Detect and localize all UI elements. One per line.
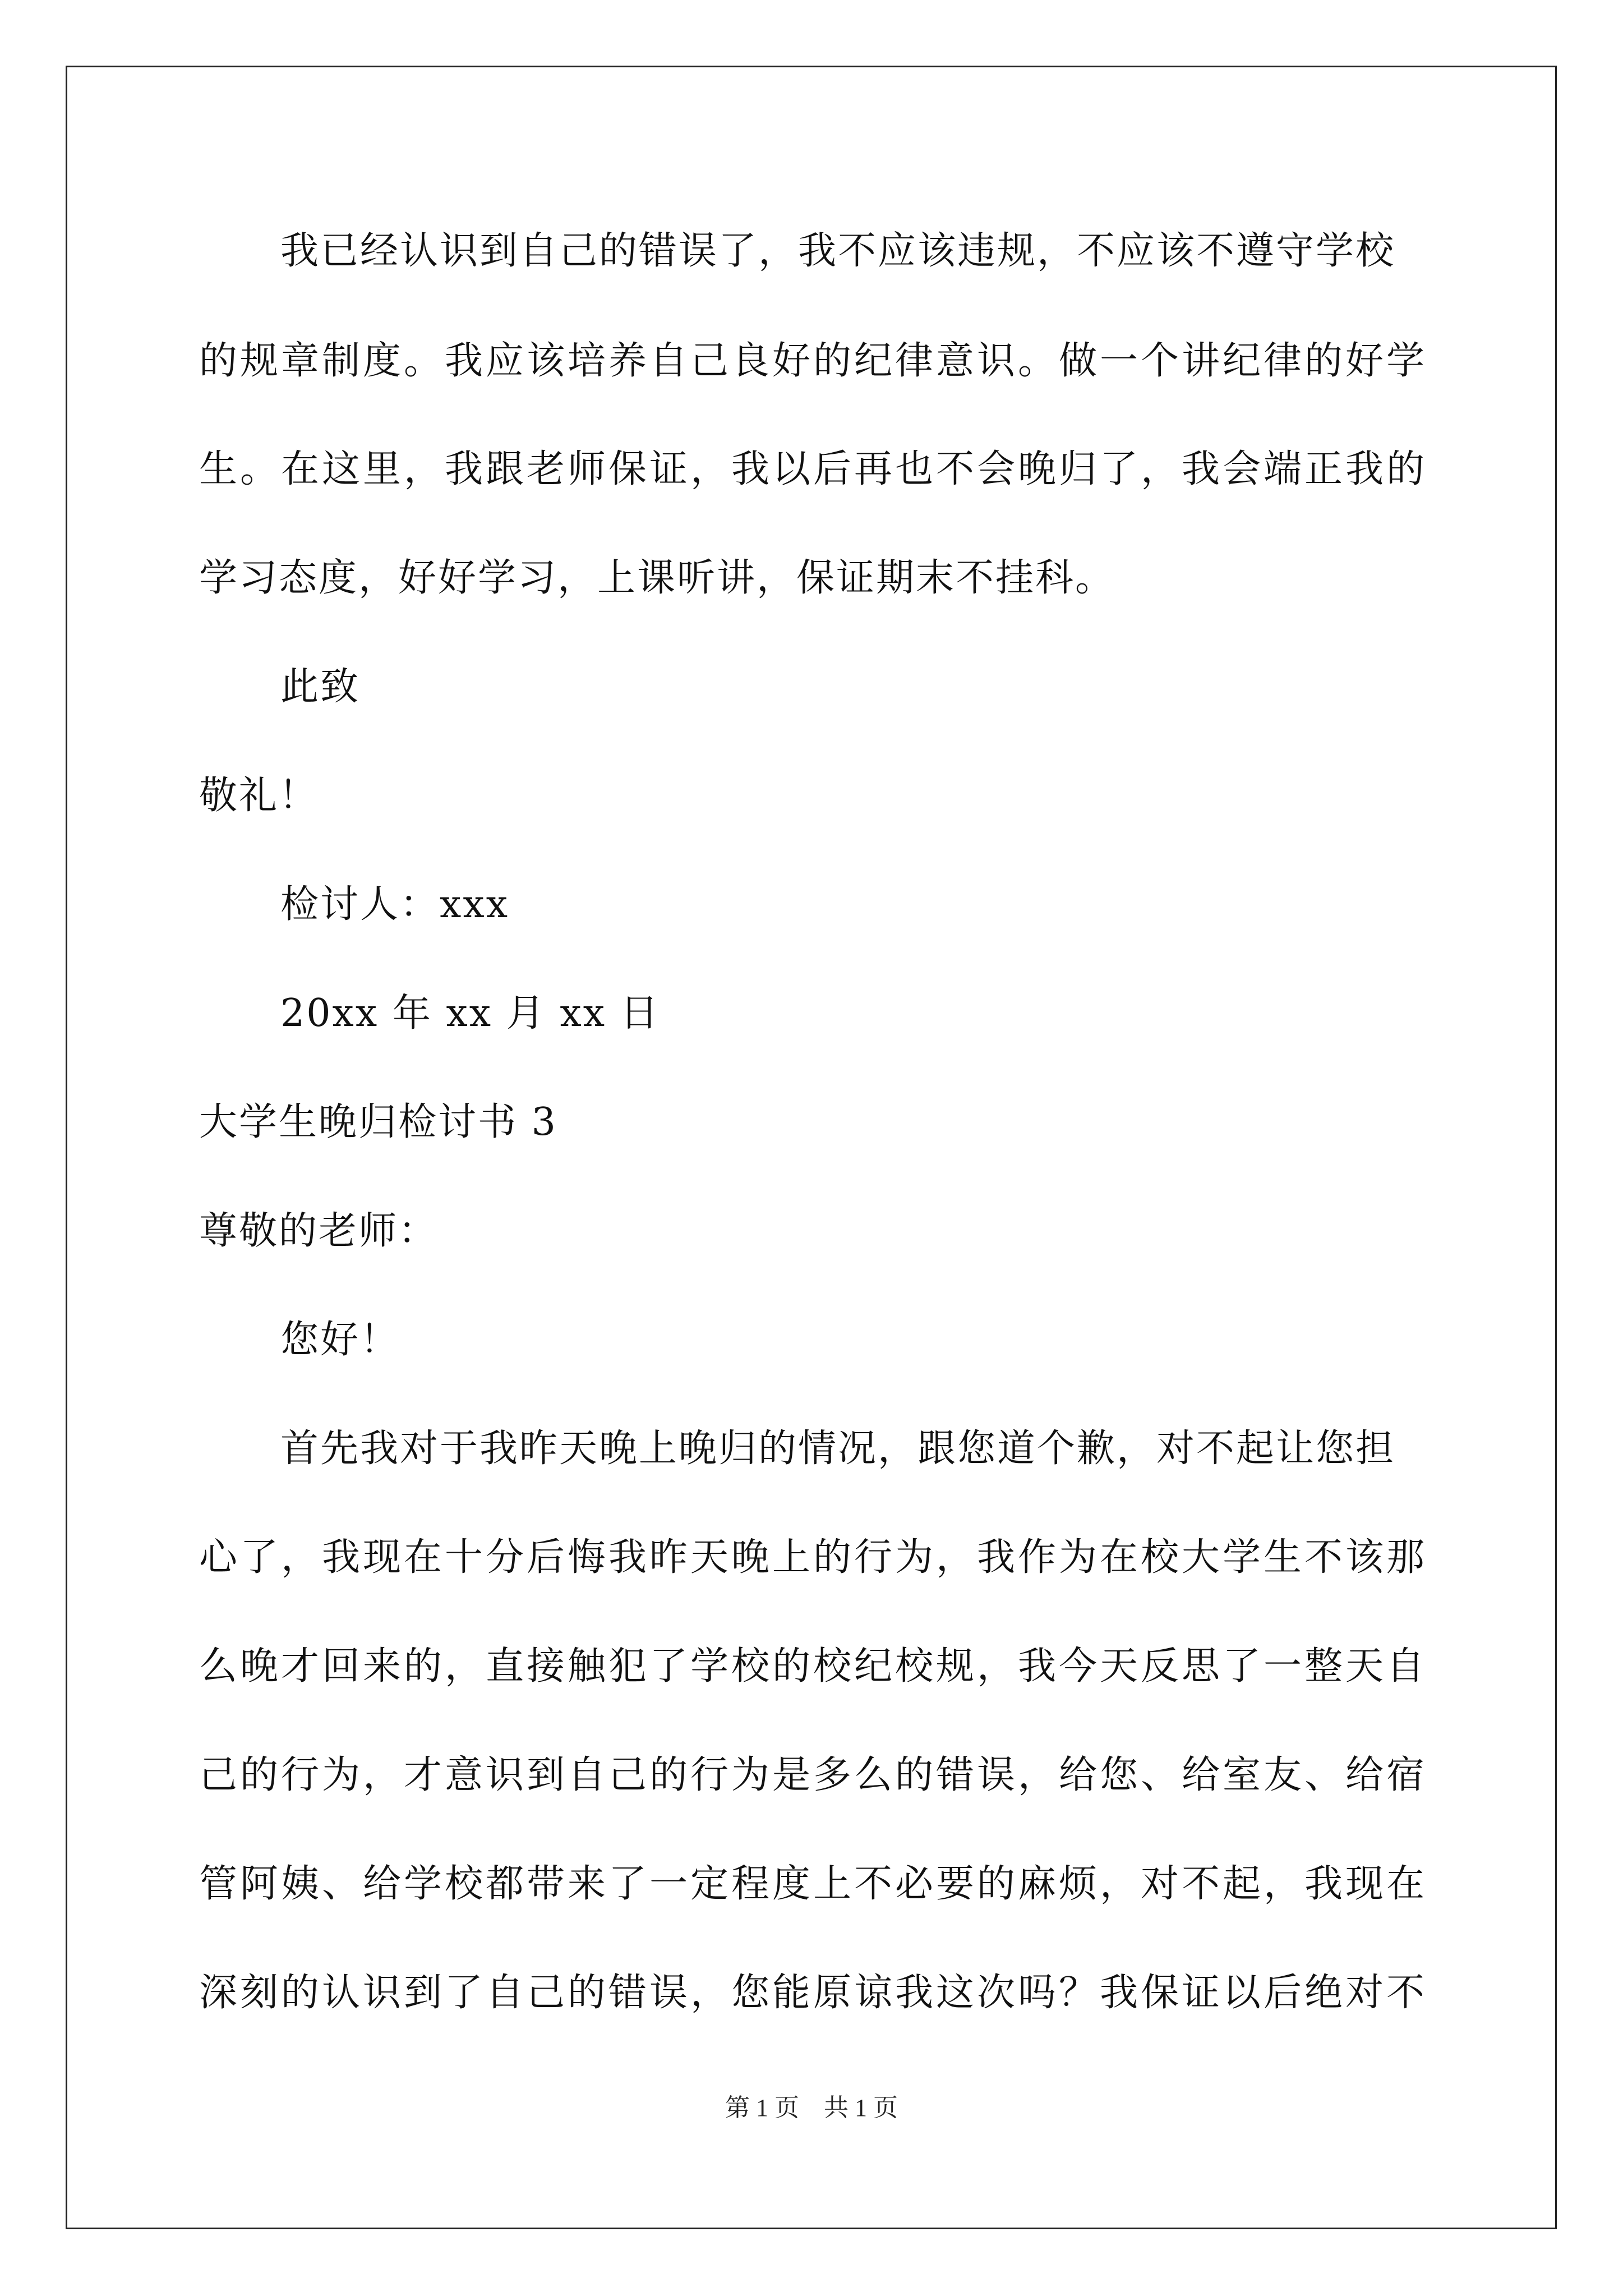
paragraph-line: 么晚才回来的，直接触犯了学校的校纪校规，我今天反思了一整天自 [199,1644,1424,1688]
paragraph-line: 首先我对于我昨天晚上晚归的情况，跟您道个歉，对不起让您担 [280,1427,1396,1471]
paragraph-line: 深刻的认识到了自己的错误，您能原谅我这次吗？我保证以后绝对不 [199,1971,1424,2015]
paragraph-line: 心了，我现在十分后悔我昨天晚上的行为，我作为在校大学生不该那 [199,1535,1424,1580]
paragraph-line: 的规章制度。我应该培养自己良好的纪律意识。做一个讲纪律的好学 [199,339,1424,383]
date-line: 20xx 年 xx 月 xx 日 [280,991,660,1036]
signatory: 检讨人：xxx [280,882,510,927]
closing-salutation: 此致 [280,665,361,709]
paragraph-line: 生。在这里，我跟老师保证，我以后再也不会晚归了，我会端正我的 [199,447,1424,491]
paragraph-line: 学习态度，好好学习，上课听讲，保证期末不挂科。 [199,556,1115,600]
greeting: 尊敬的老师： [199,1209,439,1253]
section-title: 大学生晚归检讨书 3 [199,1100,557,1144]
page-footer: 第 1 页 共 1 页 [725,2094,898,2122]
paragraph-line: 管阿姨、给学校都带来了一定程度上不必要的麻烦，对不起，我现在 [199,1862,1424,1906]
closing-regards: 敬礼！ [199,774,319,818]
greeting-hello: 您好！ [280,1318,400,1362]
paragraph-line: 己的行为，才意识到自己的行为是多么的错误，给您、给室友、给宿 [199,1753,1424,1797]
paragraph-line: 我已经认识到自己的错误了，我不应该违规，不应该不遵守学校 [280,229,1396,273]
